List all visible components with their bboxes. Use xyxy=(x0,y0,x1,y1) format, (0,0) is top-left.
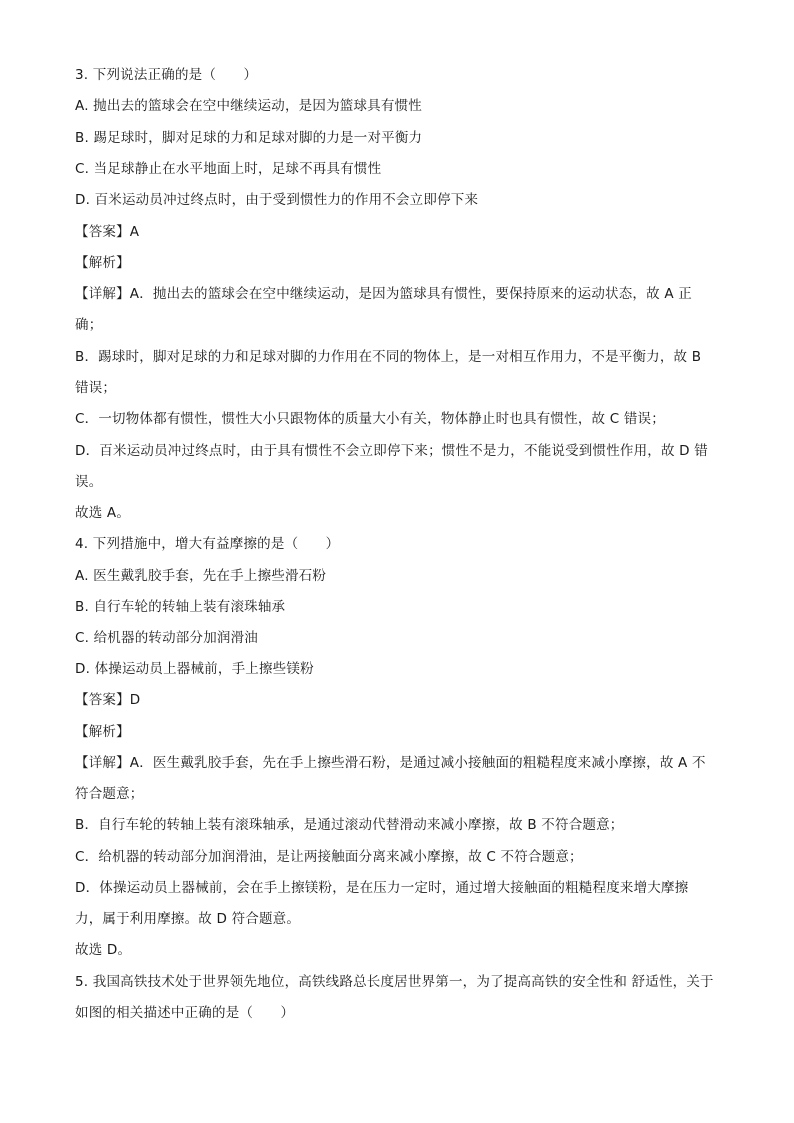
question-4-conclusion: 故选 D。 xyxy=(75,942,132,958)
question-3-detail-c: C．一切物体都有惯性，惯性大小只跟物体的质量大小有关，物体静止时也具有惯性，故 C 错误； xyxy=(75,411,665,427)
question-4-option-c: C. 给机器的转动部分加润滑油 xyxy=(75,630,259,646)
question-4-detail-d-cont: 力，属于利用摩擦。故 D 符合题意。 xyxy=(75,911,301,927)
question-4-detail-a-cont: 符合题意； xyxy=(75,786,144,802)
question-4-stem: 4. 下列措施中，增大有益摩擦的是（ ） xyxy=(75,536,340,552)
question-3-stem: 3. 下列说法正确的是（ ） xyxy=(75,67,258,83)
question-3-analysis-heading: 【解析】 xyxy=(75,255,130,271)
question-4-analysis-heading: 【解析】 xyxy=(75,724,130,740)
question-3-option-a: A. 抛出去的篮球会在空中继续运动，是因为篮球具有惯性 xyxy=(75,98,422,114)
question-5-stem: 5. 我国高铁技术处于世界领先地位，高铁线路总长度居世界第一，为了提高高铁的安全性和 舒适性，关于 xyxy=(75,974,714,990)
question-3-answer: 【答案】A xyxy=(75,224,140,240)
question-5-stem-cont: 如图的相关描述中正确的是（ ） xyxy=(75,1005,295,1021)
question-3-option-b: B. 踢足球时，脚对足球的力和足球对脚的力是一对平衡力 xyxy=(75,130,423,146)
question-3-detail-d-cont: 误。 xyxy=(75,474,103,490)
question-3-detail-a-cont: 确； xyxy=(75,317,103,333)
question-4-detail-c: C．给机器的转动部分加润滑油，是让两接触面分离来减小摩擦，故 C 不符合题意； xyxy=(75,849,583,865)
question-4-detail-b: B．自行车轮的转轴上装有滚珠轴承，是通过滚动代替滑动来减小摩擦，故 B 不符合题意； xyxy=(75,817,624,833)
question-3-conclusion: 故选 A。 xyxy=(75,505,131,521)
question-4-detail-a: 【详解】A．医生戴乳胶手套，先在手上擦些滑石粉，是通过减小接触面的粗糙程度来减小摩擦，故 A 不 xyxy=(75,755,706,771)
question-3-detail-d: D．百米运动员冲过终点时，由于具有惯性不会立即停下来；惯性不是力，不能说受到惯性作用，故 D 错 xyxy=(75,443,708,459)
question-3-detail-a: 【详解】A．抛出去的篮球会在空中继续运动，是因为篮球具有惯性，要保持原来的运动状态，故 A 正 xyxy=(75,286,692,302)
question-4-detail-d: D．体操运动员上器械前，会在手上擦镁粉，是在压力一定时，通过增大接触面的粗糙程度来增大摩擦 xyxy=(75,880,689,896)
question-4-answer: 【答案】D xyxy=(75,692,141,708)
question-3-option-d: D. 百米运动员冲过终点时，由于受到惯性力的作用不会立即停下来 xyxy=(75,192,479,208)
question-4-option-b: B. 自行车轮的转轴上装有滚珠轴承 xyxy=(75,599,286,615)
question-3-detail-b: B．踢球时，脚对足球的力和足球对脚的力作用在不同的物体上，是一对相互作用力，不是平衡力，故 B xyxy=(75,349,702,365)
question-3-option-c: C. 当足球静止在水平地面上时，足球不再具有惯性 xyxy=(75,161,382,177)
question-4-option-d: D. 体操运动员上器械前，手上擦些镁粉 xyxy=(75,661,314,677)
question-3-detail-b-cont: 错误； xyxy=(75,380,117,396)
question-4-option-a: A. 医生戴乳胶手套，先在手上擦些滑石粉 xyxy=(75,568,327,584)
